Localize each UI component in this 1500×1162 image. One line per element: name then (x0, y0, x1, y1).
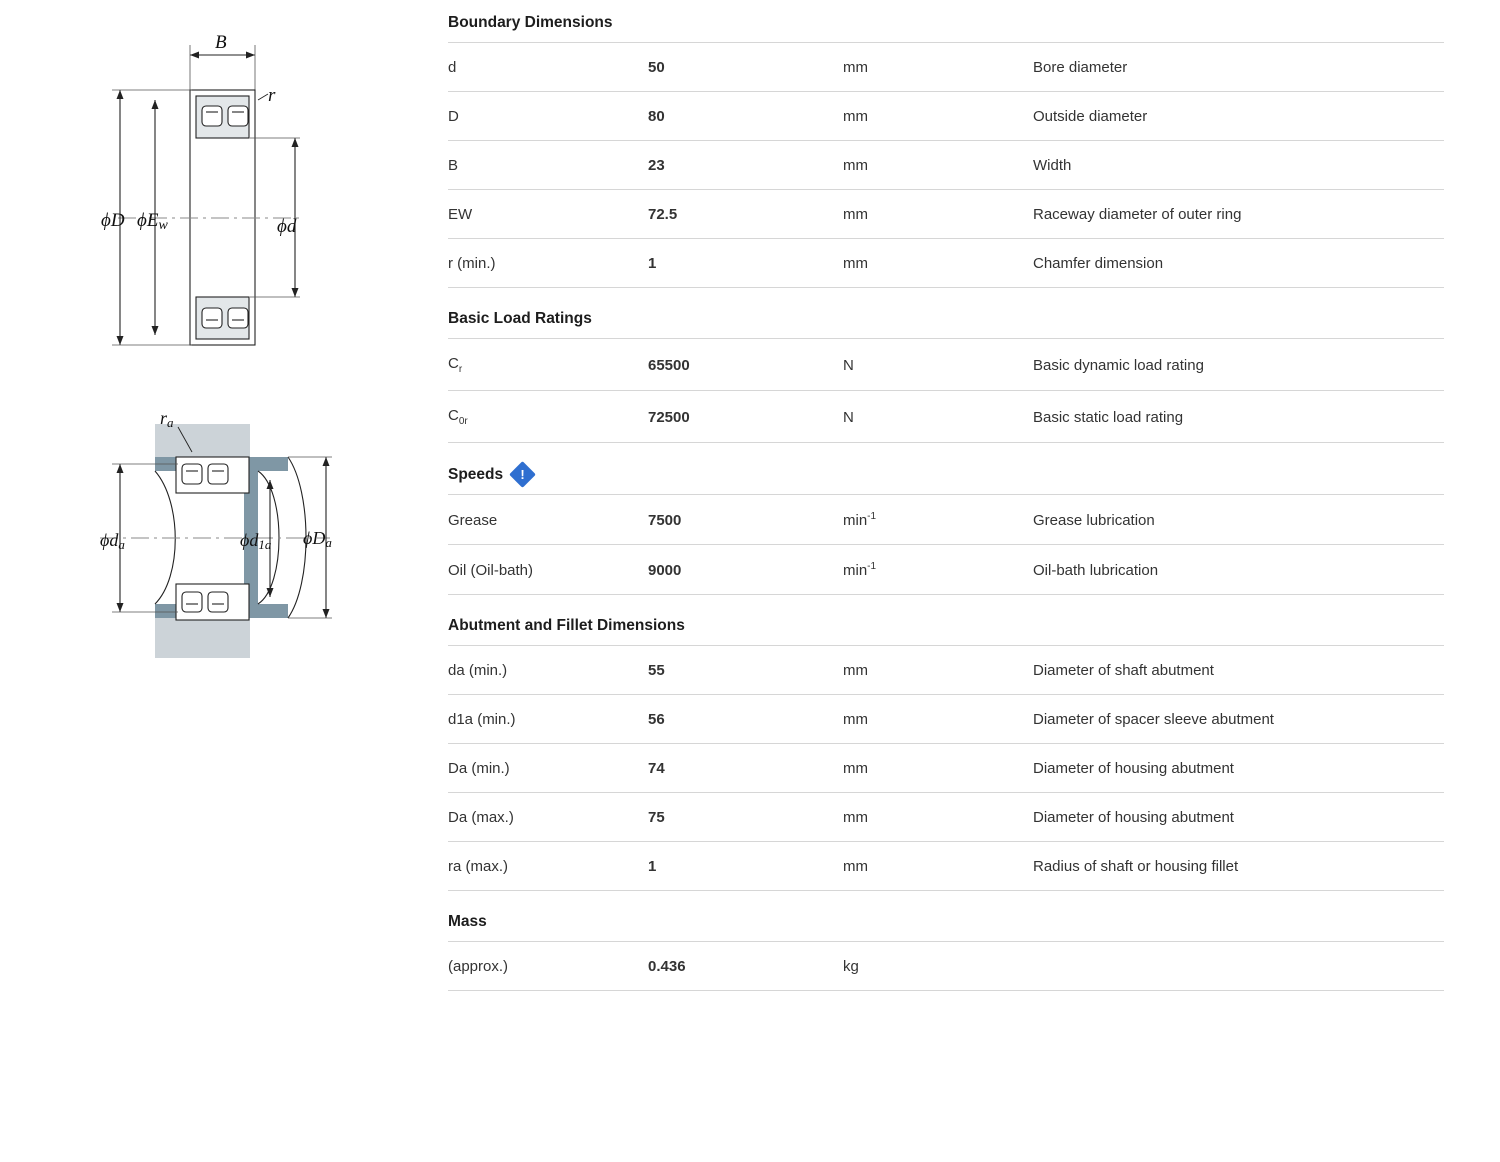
row-unit: mm (843, 711, 868, 728)
row-symbol: d1a (min.) (448, 711, 516, 728)
row-value: 56 (648, 711, 665, 728)
row-unit: N (843, 408, 854, 426)
row-unit: N (843, 356, 854, 374)
row-unit: mm (843, 858, 868, 875)
table-row (448, 495, 1444, 545)
table-row (448, 391, 1444, 443)
unit-base: min (843, 512, 868, 529)
table-row (448, 842, 1444, 891)
row-unit: mm (843, 255, 868, 272)
label-housing-abutment: ϕDa (303, 528, 332, 550)
section-title-basic-load-ratings: Basic Load Ratings (448, 310, 592, 327)
row-symbol: Oil (Oil-bath) (448, 561, 534, 579)
unit-exponent: -1 (867, 561, 877, 572)
mass-table (448, 941, 1444, 991)
row-description: Chamfer dimension (1033, 255, 1164, 272)
row-symbol: (approx.) (448, 958, 509, 975)
row-unit (843, 545, 1033, 595)
row-description: Radius of shaft or housing fillet (1033, 858, 1239, 875)
table-row (448, 942, 1444, 991)
label-bore-diameter: ϕd (277, 216, 297, 237)
bearing-cross-section-drawing (0, 0, 448, 372)
row-value: 7500 (648, 511, 682, 529)
section-label: Speeds (448, 465, 504, 483)
row-description: Raceway diameter of outer ring (1033, 206, 1242, 223)
row-unit: mm (843, 206, 868, 223)
unit-exponent: -1 (867, 511, 877, 522)
basic-load-ratings-table (448, 338, 1444, 443)
row-symbol: EW (448, 206, 473, 223)
table-row (448, 43, 1444, 92)
row-unit: mm (843, 108, 868, 125)
row-value: 55 (648, 662, 665, 679)
row-description: Basic static load rating (1033, 408, 1184, 426)
label-fillet-radius: ra (160, 408, 174, 430)
row-value: 75 (648, 809, 665, 826)
row-symbol (448, 339, 648, 391)
row-description (1033, 942, 1444, 991)
row-unit: mm (843, 809, 868, 826)
row-symbol: B (448, 157, 459, 174)
table-row (448, 695, 1444, 744)
table-row (448, 239, 1444, 288)
bearing-drawings (0, 0, 448, 1162)
label-shaft-abutment: ϕda (100, 530, 125, 552)
symbol-base: C (448, 355, 459, 372)
table-row (448, 545, 1444, 595)
table-row (448, 793, 1444, 842)
row-value: 1 (648, 858, 657, 875)
row-value: 65500 (648, 356, 690, 374)
row-description: Grease lubrication (1033, 511, 1155, 529)
row-value: 23 (648, 157, 665, 174)
row-description: Outside diameter (1033, 108, 1148, 125)
row-description: Width (1033, 157, 1072, 174)
section-title-speeds (448, 465, 1444, 484)
row-unit: kg (843, 958, 859, 975)
symbol-base: C (448, 407, 459, 424)
row-description: Diameter of housing abutment (1033, 760, 1234, 777)
row-value: 72500 (648, 408, 690, 426)
row-description: Basic dynamic load rating (1033, 356, 1204, 374)
label-spacer-sleeve-abutment: ϕd1a (240, 530, 272, 552)
label-outside-diameter: ϕD (101, 210, 125, 231)
row-description: Diameter of shaft abutment (1033, 662, 1214, 679)
symbol-subscript: r (458, 364, 463, 375)
table-row (448, 141, 1444, 190)
table-row (448, 744, 1444, 793)
row-value: 72.5 (648, 206, 678, 223)
table-row (448, 646, 1444, 695)
row-value: 9000 (648, 561, 682, 579)
row-symbol: da (min.) (448, 662, 508, 679)
row-description: Oil-bath lubrication (1033, 561, 1159, 579)
table-row (448, 92, 1444, 141)
label-width: B (215, 32, 227, 53)
row-unit (843, 495, 1033, 545)
boundary-dimensions-table (448, 42, 1444, 288)
row-value: 80 (648, 108, 665, 125)
row-description: Diameter of housing abutment (1033, 809, 1234, 826)
row-symbol: r (min.) (448, 255, 496, 272)
row-description: Bore diameter (1033, 59, 1128, 76)
abutment-fillet-dimensions-table (448, 645, 1444, 891)
section-title-boundary-dimensions: Boundary Dimensions (448, 14, 613, 31)
info-icon[interactable] (509, 461, 536, 488)
row-unit: mm (843, 59, 868, 76)
table-row (448, 190, 1444, 239)
row-value: 0.436 (648, 958, 686, 975)
row-unit: mm (843, 662, 868, 679)
row-symbol: ra (max.) (448, 858, 508, 875)
specification-panel (448, 0, 1500, 1162)
section-title-abutment-and-fillet-dimensions: Abutment and Fillet Dimensions (448, 617, 685, 634)
bearing-mounting-drawing (0, 372, 448, 702)
speeds-table (448, 494, 1444, 595)
row-symbol: D (448, 108, 459, 125)
row-unit: mm (843, 760, 868, 777)
row-description: Diameter of spacer sleeve abutment (1033, 711, 1274, 728)
row-symbol: Da (max.) (448, 809, 514, 826)
label-raceway-diameter: ϕEw (137, 210, 168, 233)
section-title-mass: Mass (448, 913, 487, 930)
label-chamfer: r (268, 85, 276, 106)
table-row (448, 339, 1444, 391)
row-value: 1 (648, 255, 657, 272)
row-value: 74 (648, 760, 665, 777)
row-symbol (448, 391, 648, 443)
row-unit: mm (843, 157, 868, 174)
unit-base: min (843, 562, 868, 579)
row-value: 50 (648, 59, 665, 76)
row-symbol: Da (min.) (448, 760, 510, 777)
symbol-subscript: 0r (458, 416, 468, 427)
row-symbol: Grease (448, 511, 498, 529)
row-symbol: d (448, 59, 457, 76)
